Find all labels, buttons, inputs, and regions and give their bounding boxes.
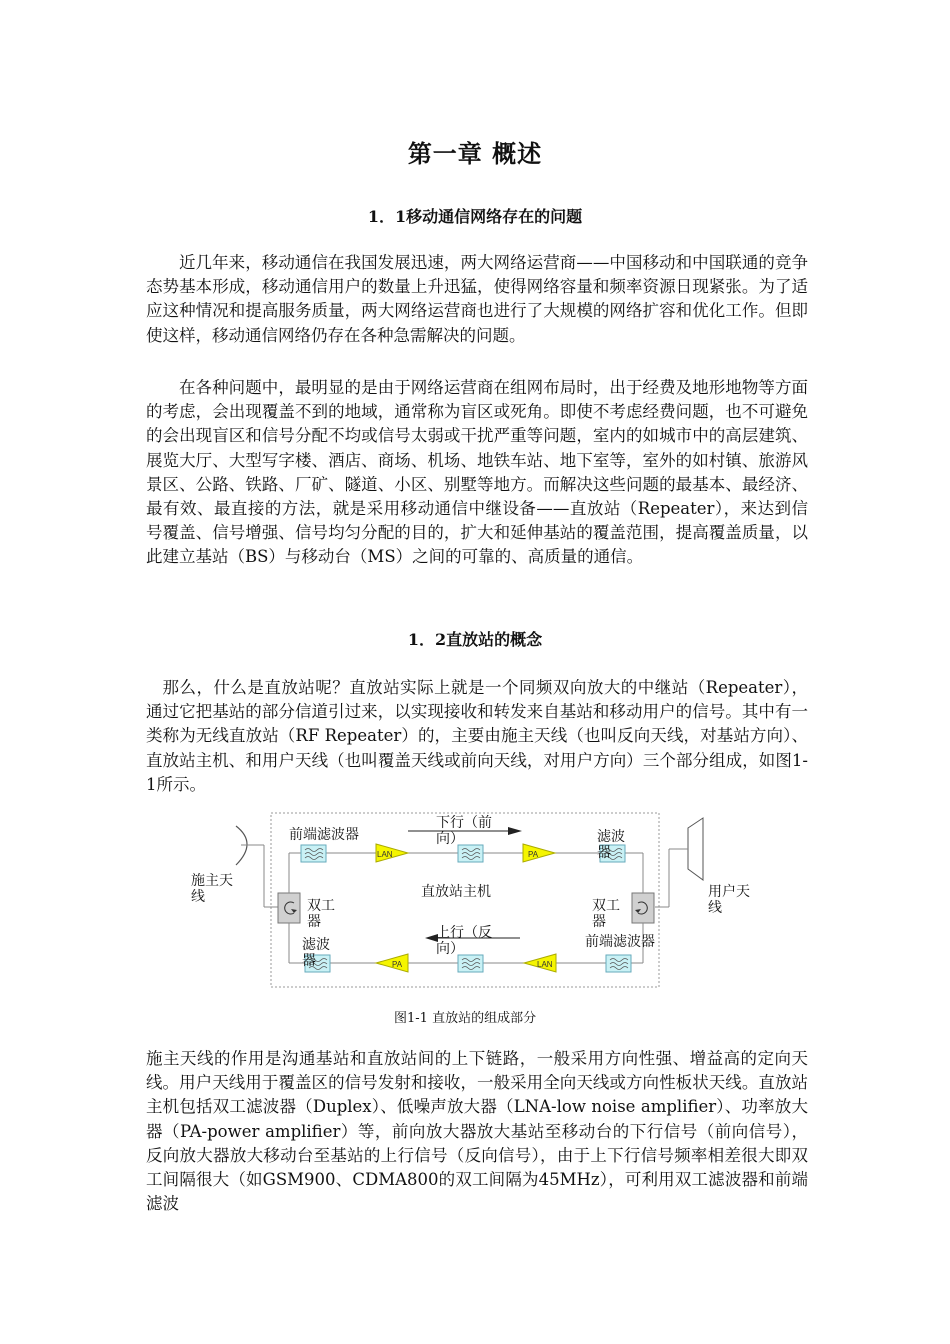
amp-label: PA xyxy=(392,960,403,969)
duplexer-label: 双工器 xyxy=(592,898,620,930)
front-filter-label: 前端滤波器 xyxy=(289,827,359,843)
uplink-label: 上行（反向） xyxy=(436,925,492,957)
amp-label: LAN xyxy=(377,850,393,859)
amp-label: LAN xyxy=(537,960,553,969)
front-filter-label: 前端滤波器 xyxy=(585,934,655,950)
figure-caption: 图1-1 直放站的组成部分 xyxy=(394,1011,537,1026)
filter-label: 滤波器 xyxy=(302,937,330,969)
host-label: 直放站主机 xyxy=(421,884,491,900)
filter-icon xyxy=(301,845,326,862)
filter-icon xyxy=(458,845,483,862)
repeater-diagram xyxy=(0,805,950,1005)
duplexer-right-icon xyxy=(632,893,654,923)
paragraph: 近几年来，移动通信在我国发展迅速，两大网络运营商——中国移动和中国联通的竞争态势基本形成，移动通信用户的数量上升迅猛，使得网络容量和频率资源日现紧张。为了适应这种情况和提高服务质量，两大网络运营商也进行了大规模的网络扩容和优化工作。但即使这样，移动通信网络仍存在各种急需解决的问题。 xyxy=(146,253,808,345)
paragraph: 施主天线的作用是沟通基站和直放站间的上下链路，一般采用方向性强、增益高的定向天线。用户天线用于覆盖区的信号发射和接收，一般采用全向天线或方向性板状天线。直放站主机包括双工滤波器（Duplex）、低噪声放大器（LNA-low noise amplifier）、功率放大器（PA-power amplifier）等，前向放大器放大基站至移动台的下行信号（前向信号），反向放大器放大移动台至基站的上行信号（反向信号），由于上下行信号频率相差很大即双工间隔很大（如GSM900、CDMA800的双工间隔为45MHz），可利用双工滤波器和前端滤波 xyxy=(146,1049,808,1214)
paragraph: 那么，什么是直放站呢？直放站实际上就是一个同频双向放大的中继站（Repeater），通过它把基站的部分信道引过来，以实现接收和转发来自基站和移动用户的信号。其中有一类称为无线直放站（RF Repeater）的，主要由施主天线（也叫反向天线，对基站方向）、直放站主机、和用户天线（也叫覆盖天线或前向天线，对用户方向）三个部分组成，如图1-1所示。 xyxy=(146,678,808,794)
amp-label: PA xyxy=(528,850,539,859)
duplexer-label: 双工器 xyxy=(307,898,335,930)
filter-icon xyxy=(606,955,631,972)
paragraph: 在各种问题中，最明显的是由于网络运营商在组网布局时，出于经费及地形地物等方面的考虑，会出现覆盖不到的地域，通常称为盲区或死角。即使不考虑经费问题，也不可避免的会出现盲区和信号分配不均或信号太弱或干扰严重等问题，室内的如城市中的高层建筑、展览大厅、大型写字楼、酒店、商场、机场、地铁车站、地下室等，室外的如村镇、旅游风景区、公路、铁路、厂矿、隧道、小区、别墅等地方。而解决这些问题的最基本、最经济、最有效、最直接的方法，就是采用移动通信中继设备——直放站（Repeater），来达到信号覆盖、信号增强、信号均匀分配的目的，扩大和延伸基站的覆盖范围，提高覆盖质量，以此建立基站（BS）与移动台（MS）之间的可靠的、高质量的通信。 xyxy=(146,378,808,567)
filter-label: 滤波器 xyxy=(597,829,625,861)
chapter-title: 第一章 概述 xyxy=(407,139,543,168)
user-antenna-label: 用户天线 xyxy=(708,884,750,916)
section-heading-2: 1．2直放站的概念 xyxy=(407,630,543,649)
filter-icon xyxy=(458,955,483,972)
user-antenna-icon xyxy=(655,818,703,907)
donor-antenna-label: 施主天线 xyxy=(191,873,233,905)
duplexer-left-icon xyxy=(278,893,300,923)
downlink-label: 下行（前向） xyxy=(436,815,492,847)
section-heading-1: 1．1移动通信网络存在的问题 xyxy=(367,207,583,226)
